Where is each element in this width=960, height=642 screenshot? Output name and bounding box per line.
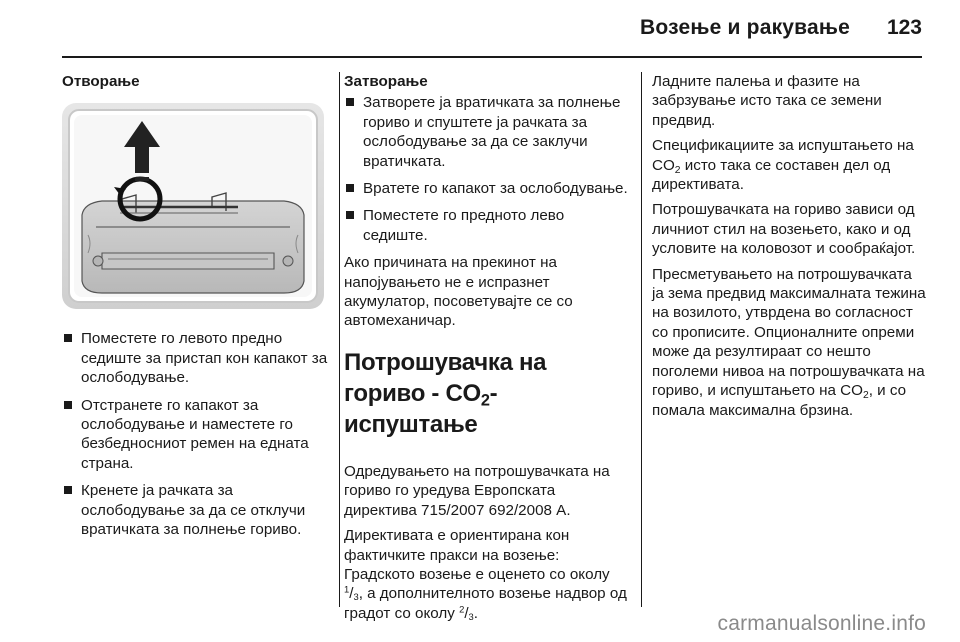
closing-steps-list xyxy=(344,93,628,245)
text-run: . xyxy=(473,604,479,622)
list-item: Кренете ја рачката за ослободување за да се отклучи вратичката за полнење гориво. xyxy=(62,481,330,539)
paragraph: Ладните палења и фазите на забрзување исто така се земени предвид. xyxy=(652,73,882,129)
column-3 xyxy=(652,72,927,426)
paragraph-calculation xyxy=(652,265,927,420)
paragraph: Ако причината на прекинот на напојувањето не е испразнет акумулатор, посоветувајте се со автомеханичар. xyxy=(344,254,573,330)
header-divider xyxy=(62,56,922,58)
section-heading-fuel-consumption xyxy=(344,347,628,440)
list-item: Поместете го предното лево седиште. xyxy=(344,206,628,245)
paragraph: Потрошувачката на гориво зависи од личниот стил на возењето, како и од условите на коловозот и сообраќајот. xyxy=(652,201,916,258)
fraction-numerator: 2 xyxy=(459,603,465,615)
text-run: , и со помала максимална брзина. xyxy=(652,382,907,419)
watermark: carmanualsonline.info xyxy=(717,612,926,635)
paragraph: Одредувањето на потрошувачката на гориво го уредува Европската директива 715/2007 692/2008 А. xyxy=(344,462,610,519)
fraction-denominator: 3 xyxy=(353,591,359,603)
fuel-door-release-figure xyxy=(62,103,324,309)
text-run: исто така се составен дел од директивата. xyxy=(652,156,891,194)
column-divider-1 xyxy=(339,72,340,607)
heading-opening: Отворање xyxy=(62,73,140,90)
heading-line-2b: -испуштање xyxy=(344,379,498,438)
opening-steps-list xyxy=(62,329,330,539)
list-item: Поместете го левото предно седиште за пристап кон капакот за ослободување. xyxy=(62,329,330,387)
text-run: Спецификациите за испуштањето на CO xyxy=(652,137,914,174)
column-1 xyxy=(62,72,330,547)
subscript: 2 xyxy=(674,164,681,176)
text-run: , а дополнителното возење надвор од градот со околу xyxy=(344,585,627,622)
release-lever-illustration xyxy=(62,103,324,309)
heading-line-1: Потрошувачка на xyxy=(344,348,547,376)
page-number: 123 xyxy=(886,16,922,39)
fraction-denominator: 3 xyxy=(468,610,474,622)
list-item: Вратете го капакот за ослободување. xyxy=(344,179,628,198)
column-2 xyxy=(344,72,628,629)
paragraph-directive: Директивата е ориентирана кон фактичките пракси на возење: Градското возење е оценето со околу $^1$/3, а дополнителното возење надвор од градот со околу $^2$/3. xyxy=(344,527,627,622)
list-item: Отстранете го капакот за ослободување и наместете го безбедносниот ремен на едната страна. xyxy=(62,396,330,474)
column-divider-2 xyxy=(641,72,642,607)
heading-line-2a: гориво - CO xyxy=(344,379,481,407)
text-run: Директивата е ориентирана кон фактичките пракси на возење: Градското возење е оценето со околу xyxy=(344,527,610,583)
subscript: 2 xyxy=(480,391,490,410)
fraction-numerator: 1 xyxy=(344,583,350,595)
heading-closing: Затворање xyxy=(344,73,428,90)
page-header xyxy=(0,0,960,60)
paragraph-co2 xyxy=(652,136,927,194)
section-title: Возење и ракување xyxy=(640,16,850,39)
subscript: 2 xyxy=(862,389,869,401)
list-item: Затворете ја вратичката за полнење гориво и спуштете ја рачката за ослободување за да се заклучи вратичката. xyxy=(344,93,628,171)
text-run: Пресметувањето на потрошувачката ја зема предвид максималната тежина на возилото, утврдена во согласност со прописите. Опционалните опреми може да резултираат со нешто поголеми нивоа на потрошувачката на гориво, и испуштањето на CO xyxy=(652,265,926,400)
